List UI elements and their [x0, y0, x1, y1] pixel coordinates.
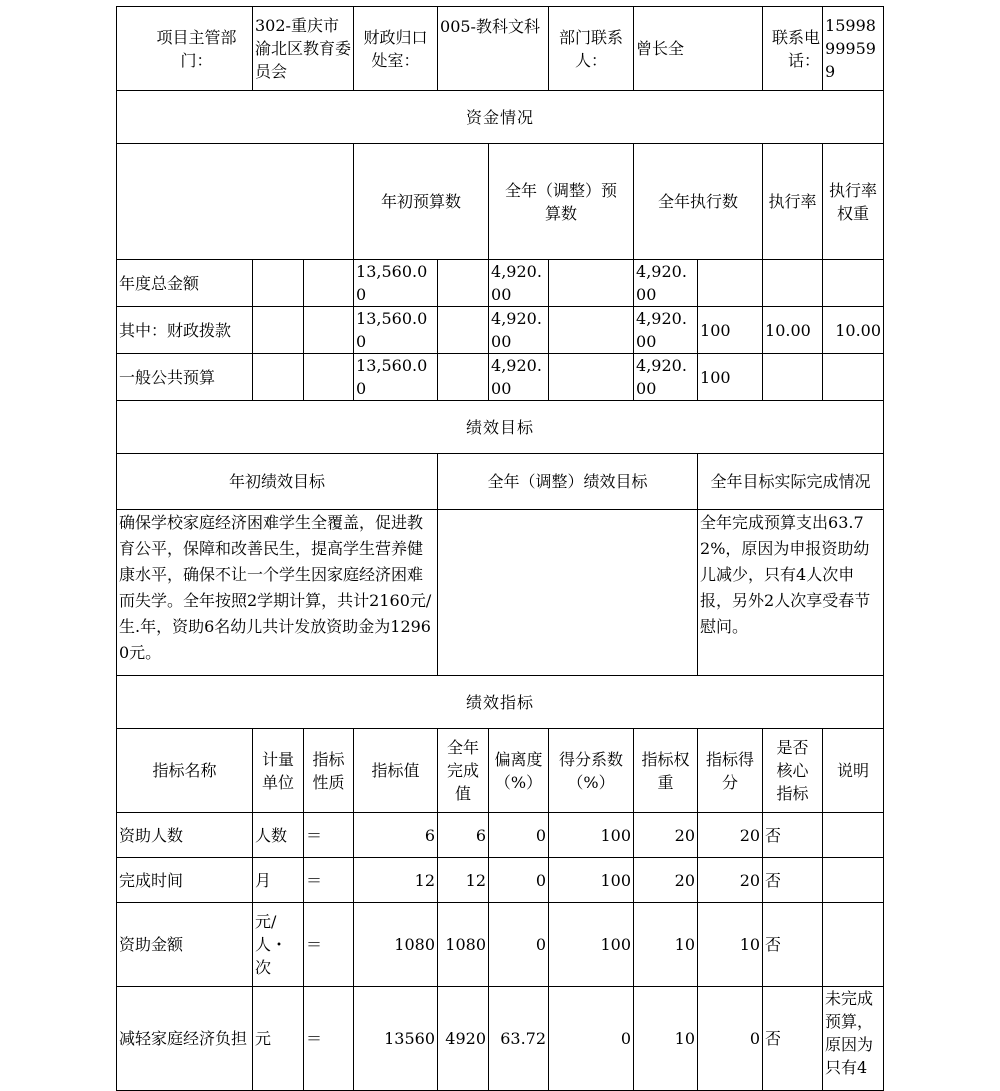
ind-note	[823, 813, 884, 858]
funds-weight: 10.00	[763, 307, 823, 354]
funds-section-title: 资金情况	[117, 91, 884, 144]
dept-label: 项目主管部门：	[117, 7, 253, 91]
ind-actual: 1080	[438, 903, 489, 987]
ind-name: 资助金额	[117, 903, 253, 987]
funds-col-rate: 执行率	[763, 144, 823, 260]
contact-label: 部门联系人：	[549, 7, 634, 91]
ind-note	[823, 903, 884, 987]
indicator-row	[117, 858, 884, 903]
performance-table	[116, 6, 884, 1091]
funds-adjusted: 4,920.00	[489, 354, 549, 401]
funds-rate: 100	[698, 354, 763, 401]
ind-score: 20	[698, 813, 763, 858]
ind-col-nature: 指标性质	[304, 729, 354, 813]
ind-unit: 人数	[253, 813, 304, 858]
ind-unit: 元	[253, 987, 304, 1091]
funds-rate: 100	[698, 307, 763, 354]
ind-weight: 20	[634, 858, 698, 903]
funds-blank	[438, 260, 489, 307]
goals-initial-text: 确保学校家庭经济困难学生全覆盖，促进教育公平，保障和改善民生，提高学生营养健康水平，确保不让一个学生因家庭经济困难而失学。全年按照2学期计算，共计2160元/生.年，资助6名幼儿共计发放资助金为12960元。	[117, 510, 438, 676]
funds-executed: 4,920.00	[634, 260, 698, 307]
ind-deviation: 0	[489, 858, 549, 903]
ind-col-coef: 得分系数（%）	[549, 729, 634, 813]
funds-row-label: 其中：财政拨款	[117, 307, 253, 354]
ind-name: 完成时间	[117, 858, 253, 903]
indicator-row	[117, 813, 884, 858]
ind-note: 未完成预算，原因为只有4	[823, 987, 884, 1091]
ind-col-score: 指标得分	[698, 729, 763, 813]
funds-row	[117, 307, 884, 354]
ind-target: 6	[354, 813, 438, 858]
indicator-row	[117, 987, 884, 1091]
funds-blank	[438, 307, 489, 354]
funds-section-row	[117, 91, 884, 144]
ind-target: 13560	[354, 987, 438, 1091]
ind-name: 减轻家庭经济负担	[117, 987, 253, 1091]
goals-content-row	[117, 510, 884, 676]
indicators-section-title: 绩效指标	[117, 676, 884, 729]
funds-col-executed: 全年执行数	[634, 144, 763, 260]
funds-blank	[549, 354, 634, 401]
funds-blank	[304, 260, 354, 307]
funds-blank	[253, 307, 304, 354]
funds-score	[823, 260, 884, 307]
funds-header-row	[117, 144, 884, 260]
funds-blank	[304, 307, 354, 354]
indicator-row	[117, 903, 884, 987]
funds-blank	[304, 354, 354, 401]
ind-unit: 月	[253, 858, 304, 903]
ind-target: 1080	[354, 903, 438, 987]
funds-col-initial: 年初预算数	[354, 144, 489, 260]
funds-col-weight: 执行率权重	[823, 144, 884, 260]
ind-deviation: 0	[489, 813, 549, 858]
ind-deviation: 0	[489, 903, 549, 987]
ind-score: 0	[698, 987, 763, 1091]
funds-blank	[438, 354, 489, 401]
indicators-header-row	[117, 729, 884, 813]
ind-coef: 0	[549, 987, 634, 1091]
funds-rate	[698, 260, 763, 307]
dept-value: 302-重庆市渝北区教育委员会	[253, 7, 354, 91]
contact-value: 曾长全	[634, 7, 763, 91]
ind-note	[823, 858, 884, 903]
ind-actual: 4920	[438, 987, 489, 1091]
ind-col-name: 指标名称	[117, 729, 253, 813]
goals-actual-text: 全年完成预算支出63.72%，原因为申报资助幼儿减少，只有4人次申报，另外2人次享受春节慰问。	[698, 510, 884, 676]
ind-col-note: 说明	[823, 729, 884, 813]
ind-col-unit: 计量单位	[253, 729, 304, 813]
indicators-section-row	[117, 676, 884, 729]
ind-weight: 10	[634, 987, 698, 1091]
goals-col-adjusted: 全年（调整）绩效目标	[438, 454, 698, 510]
funds-initial: 13,560.00	[354, 354, 438, 401]
funds-weight	[763, 354, 823, 401]
funds-initial: 13,560.00	[354, 260, 438, 307]
funds-executed: 4,920.00	[634, 307, 698, 354]
funds-initial: 13,560.00	[354, 307, 438, 354]
phone-label: 联系电话：	[763, 7, 823, 91]
ind-col-actual: 全年完成值	[438, 729, 489, 813]
ind-nature: ＝	[304, 903, 354, 987]
ind-core: 否	[763, 858, 823, 903]
funds-blank	[549, 307, 634, 354]
ind-name: 资助人数	[117, 813, 253, 858]
goals-adjusted-text	[438, 510, 698, 676]
ind-actual: 6	[438, 813, 489, 858]
finance-label: 财政归口处室：	[354, 7, 438, 91]
funds-blank	[253, 354, 304, 401]
goals-col-actual: 全年目标实际完成情况	[698, 454, 884, 510]
goals-section-title: 绩效目标	[117, 401, 884, 454]
ind-col-target: 指标值	[354, 729, 438, 813]
ind-coef: 100	[549, 813, 634, 858]
ind-col-core: 是否核心指标	[763, 729, 823, 813]
funds-executed: 4,920.00	[634, 354, 698, 401]
header-row	[117, 7, 884, 91]
funds-row	[117, 260, 884, 307]
goals-header-row	[117, 454, 884, 510]
funds-blank	[549, 260, 634, 307]
goals-col-initial: 年初绩效目标	[117, 454, 438, 510]
goals-section-row	[117, 401, 884, 454]
funds-header-blank	[117, 144, 354, 260]
funds-blank	[253, 260, 304, 307]
finance-value: 005-教科文科	[438, 7, 549, 91]
ind-actual: 12	[438, 858, 489, 903]
ind-nature: ＝	[304, 987, 354, 1091]
funds-adjusted: 4,920.00	[489, 260, 549, 307]
ind-core: 否	[763, 813, 823, 858]
ind-weight: 10	[634, 903, 698, 987]
phone-value: 15998999599	[823, 7, 884, 91]
ind-col-weight: 指标权重	[634, 729, 698, 813]
ind-col-deviation: 偏离度（%）	[489, 729, 549, 813]
funds-row-label: 一般公共预算	[117, 354, 253, 401]
ind-coef: 100	[549, 858, 634, 903]
ind-coef: 100	[549, 903, 634, 987]
funds-weight	[763, 260, 823, 307]
ind-deviation: 63.72	[489, 987, 549, 1091]
ind-score: 20	[698, 858, 763, 903]
ind-target: 12	[354, 858, 438, 903]
ind-core: 否	[763, 987, 823, 1091]
ind-unit: 元/人・次	[253, 903, 304, 987]
funds-score: 10.00	[823, 307, 884, 354]
funds-score	[823, 354, 884, 401]
funds-adjusted: 4,920.00	[489, 307, 549, 354]
ind-nature: ＝	[304, 858, 354, 903]
ind-nature: ＝	[304, 813, 354, 858]
ind-weight: 20	[634, 813, 698, 858]
ind-core: 否	[763, 903, 823, 987]
funds-col-adjusted: 全年（调整）预算数	[489, 144, 634, 260]
funds-row-label: 年度总金额	[117, 260, 253, 307]
ind-score: 10	[698, 903, 763, 987]
funds-row	[117, 354, 884, 401]
